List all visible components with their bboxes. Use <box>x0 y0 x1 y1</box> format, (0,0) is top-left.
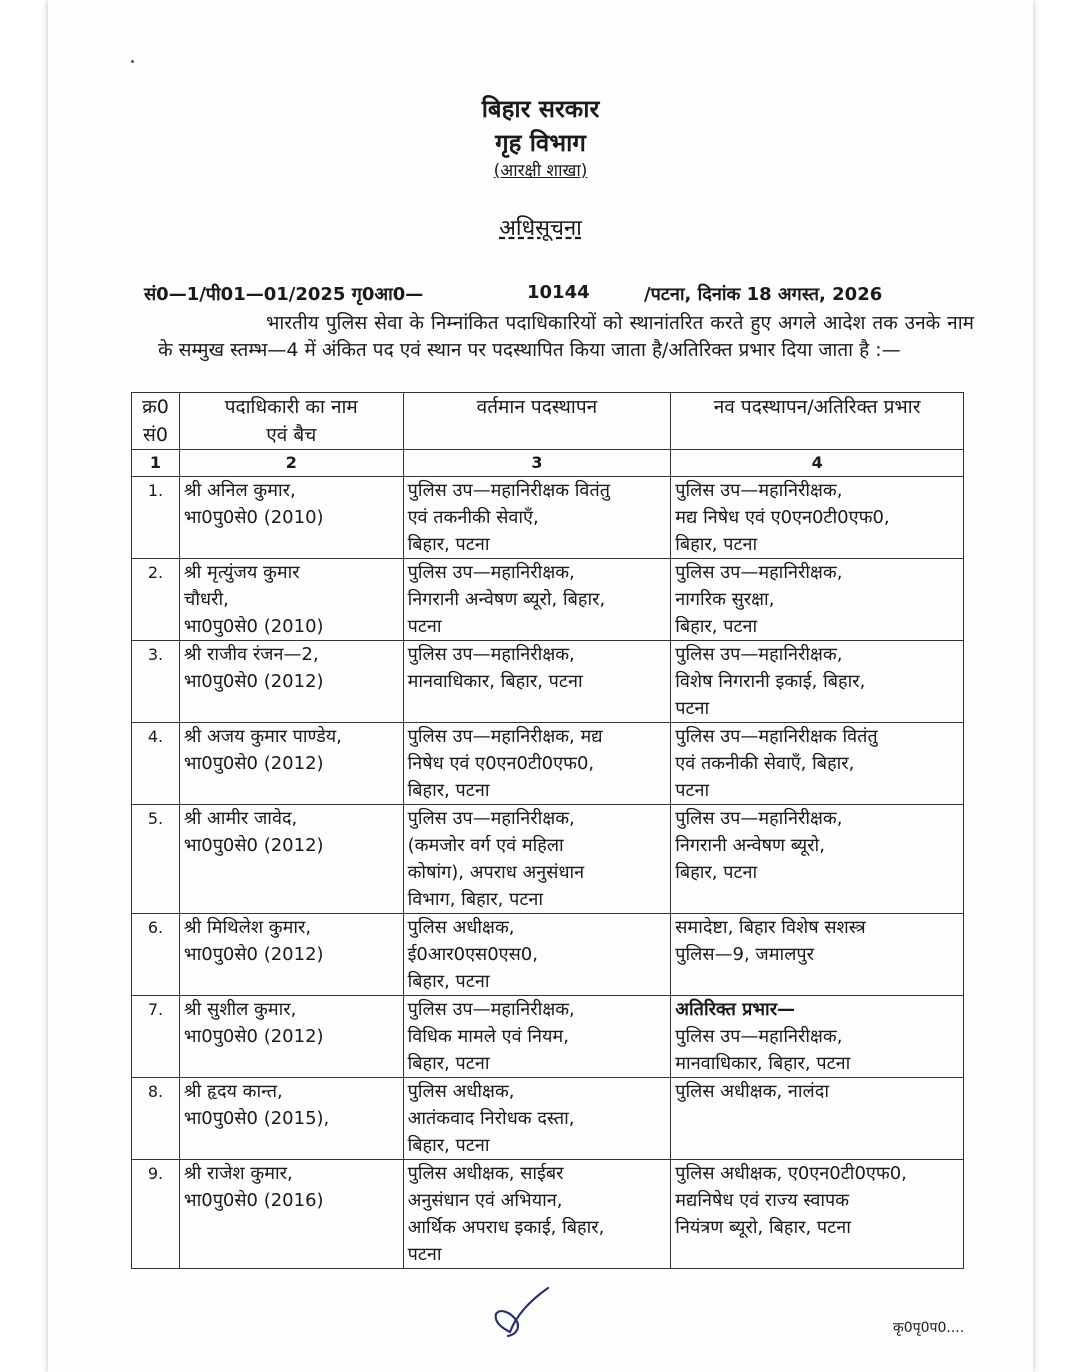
current-posting-line: विभाग, बिहार, पटना <box>407 889 544 910</box>
new-posting-line: मानवाधिकार, बिहार, पटना <box>675 1053 851 1074</box>
table-header-row <box>132 393 964 450</box>
officer-name <box>179 1078 403 1160</box>
officer-name-line: चौधरी, <box>183 589 229 610</box>
serial-number: 6. <box>132 914 180 996</box>
current-posting-line: पुलिस उप—महानिरीक्षक, मद्य <box>407 726 603 747</box>
officer-name-line: भा0पु0से0 (2012) <box>183 944 324 965</box>
current-posting <box>403 641 671 723</box>
current-posting-line: आर्थिक अपराध इकाई, बिहार, <box>407 1217 605 1238</box>
new-posting-line: एवं तकनीकी सेवाएँ, बिहार, <box>675 753 855 774</box>
current-posting <box>403 914 671 996</box>
serial-number: 8. <box>132 1078 180 1160</box>
current-posting-line: पटना <box>407 616 442 637</box>
current-posting-line: कोषांग), अपराध अनुसंधान <box>407 862 585 883</box>
new-posting-line: बिहार, पटना <box>675 862 758 883</box>
header-new-posting: नव पदस्थापन/अतिरिक्त प्रभार <box>671 393 964 450</box>
officer-name-line: भा0पु0से0 (2015), <box>183 1108 330 1129</box>
officer-name <box>179 559 403 641</box>
new-posting <box>671 1160 964 1269</box>
officer-name <box>179 723 403 805</box>
current-posting-line: विधिक मामले एवं नियम, <box>407 1026 569 1047</box>
department-name: गृह विभाग <box>495 129 586 157</box>
continued-note: कृ0पृ0प0.... <box>893 1320 965 1336</box>
officer-name-line: श्री आमीर जावेद, <box>183 808 298 829</box>
new-posting-line: नागरिक सुरक्षा, <box>675 589 775 610</box>
column-number: 2 <box>179 450 403 477</box>
current-posting-line: बिहार, पटना <box>407 534 490 555</box>
current-posting-line: बिहार, पटना <box>407 971 490 992</box>
current-posting-line: पुलिस उप—महानिरीक्षक, <box>407 999 575 1020</box>
table-row <box>132 996 964 1078</box>
officer-name-line: भा0पु0से0 (2012) <box>183 671 324 692</box>
current-posting-line: पुलिस उप—महानिरीक्षक, <box>407 562 575 583</box>
reference-prefix: सं0—1/पी01—01/2025 गृ0आ0— <box>144 284 424 305</box>
table-row <box>132 559 964 641</box>
current-posting-line: अनुसंधान एवं अभियान, <box>407 1190 563 1211</box>
serial-number: 3. <box>132 641 180 723</box>
officer-name <box>179 996 403 1078</box>
table-row <box>132 914 964 996</box>
officer-name-line: भा0पु0से0 (2010) <box>183 507 324 528</box>
current-posting <box>403 996 671 1078</box>
current-posting-line: एवं तकनीकी सेवाएँ, <box>407 507 539 528</box>
officer-name-line: भा0पु0से0 (2012) <box>183 1026 324 1047</box>
new-posting-line: मद्यनिषेध एवं राज्य स्वापक <box>675 1190 850 1211</box>
new-posting-line: बिहार, पटना <box>675 616 758 637</box>
serial-number: 2. <box>132 559 180 641</box>
current-posting-line: पुलिस उप—महानिरीक्षक, <box>407 644 575 665</box>
new-posting-line: पुलिस अधीक्षक, ए0एन0टी0एफ0, <box>675 1163 907 1184</box>
officer-name-line: भा0पु0से0 (2016) <box>183 1190 324 1211</box>
officer-name-line: श्री अजय कुमार पाण्डेय, <box>183 726 342 747</box>
new-posting-line: नियंत्रण ब्यूरो, बिहार, पटना <box>675 1217 851 1238</box>
officer-name <box>179 805 403 914</box>
intro-paragraph: भारतीय पुलिस सेवा के निम्नांकित पदाधिकारियों को स्थानांतरित करते हुए अगले आदेश तक उनके नाम के सम्मुख स्तम्भ—4 में अंकित पद एवं स्थान पर पदस्थापित किया जाता है/अतिरिक्त प्रभार दिया जाता है :— <box>158 312 974 361</box>
notification-title: अधिसूचना <box>499 216 582 241</box>
new-posting-line: पुलिस उप—महानिरीक्षक, <box>675 480 843 501</box>
current-posting-line: बिहार, पटना <box>407 780 490 801</box>
current-posting-line: पुलिस उप—महानिरीक्षक, <box>407 808 575 829</box>
current-posting <box>403 477 671 559</box>
officer-name-line: भा0पु0से0 (2012) <box>183 753 324 774</box>
officer-name-line: श्री मृत्युंजय कुमार <box>183 562 300 583</box>
column-number: 1 <box>132 450 180 477</box>
table-row <box>132 641 964 723</box>
table-row <box>132 1078 964 1160</box>
header-officer-name: पदाधिकारी का नाम एवं बैच <box>179 393 403 450</box>
new-posting <box>671 1078 964 1160</box>
officer-name <box>179 477 403 559</box>
current-posting-line: मानवाधिकार, बिहार, पटना <box>407 671 583 692</box>
officer-name-line: भा0पु0से0 (2010) <box>183 616 324 637</box>
current-posting <box>403 1078 671 1160</box>
new-posting-line: पुलिस उप—महानिरीक्षक, <box>675 562 843 583</box>
table-row <box>132 477 964 559</box>
officer-name-line: श्री सुशील कुमार, <box>183 999 297 1020</box>
new-posting-line: विशेष निगरानी इकाई, बिहार, <box>675 671 866 692</box>
serial-number: 9. <box>132 1160 180 1269</box>
new-posting-line: समादेष्टा, बिहार विशेष सशस्त्र <box>675 917 866 938</box>
new-posting-line: पटना <box>675 780 710 801</box>
branch-name: (आरक्षी शाखा) <box>493 161 588 181</box>
serial-number: 1. <box>132 477 180 559</box>
current-posting-line: बिहार, पटना <box>407 1053 490 1074</box>
officer-name-line: श्री राजेश कुमार, <box>183 1163 293 1184</box>
column-number-row <box>132 450 964 477</box>
govt-name: बिहार सरकार <box>481 95 600 123</box>
header-current-posting: वर्तमान पदस्थापन <box>403 393 671 450</box>
current-posting-line: ई0आर0एस0एस0, <box>407 944 538 965</box>
current-posting-line: पुलिस उप—महानिरीक्षक वितंतु <box>407 480 610 501</box>
new-posting-line: पुलिस उप—महानिरीक्षक, <box>675 644 843 665</box>
officer-name-line: श्री मिथिलेश कुमार, <box>183 917 312 938</box>
new-posting <box>671 477 964 559</box>
column-number: 3 <box>403 450 671 477</box>
current-posting <box>403 723 671 805</box>
current-posting-line: (कमजोर वर्ग एवं महिला <box>407 835 564 856</box>
current-posting-line: पुलिस अधीक्षक, <box>407 917 515 938</box>
column-number: 4 <box>671 450 964 477</box>
new-posting <box>671 805 964 914</box>
signature-mark <box>488 1282 558 1342</box>
new-posting-line: निगरानी अन्वेषण ब्यूरो, <box>675 835 825 856</box>
new-posting-line: मद्य निषेध एवं ए0एन0टी0एफ0, <box>675 507 890 528</box>
current-posting-line: आतंकवाद निरोधक दस्ता, <box>407 1108 575 1129</box>
new-posting-line: बिहार, पटना <box>675 534 758 555</box>
reference-place-date: /पटना, दिनांक 18 अगस्त, 2026 <box>644 284 883 305</box>
reference-number: 10144 <box>527 282 590 303</box>
table-row <box>132 1160 964 1269</box>
new-posting <box>671 914 964 996</box>
officer-name-line: भा0पु0से0 (2012) <box>183 835 324 856</box>
officer-name-line: श्री राजीव रंजन—2, <box>183 644 319 665</box>
current-posting-line: निगरानी अन्वेषण ब्यूरो, बिहार, <box>407 589 606 610</box>
current-posting <box>403 559 671 641</box>
serial-number: 7. <box>132 996 180 1078</box>
header-serial: क्र0 सं0 <box>132 393 180 450</box>
current-posting-line: पुलिस अधीक्षक, <box>407 1081 515 1102</box>
scan-speck <box>131 60 134 63</box>
current-posting-line: निषेध एवं ए0एन0टी0एफ0, <box>407 753 595 774</box>
officer-name <box>179 1160 403 1269</box>
posting-table <box>131 392 964 1269</box>
serial-number: 5. <box>132 805 180 914</box>
current-posting-line: पटना <box>407 1244 442 1265</box>
current-posting-line: बिहार, पटना <box>407 1135 490 1156</box>
officer-name-line: श्री हृदय कान्त, <box>183 1081 283 1102</box>
officer-name-line: श्री अनिल कुमार, <box>183 480 296 501</box>
current-posting <box>403 1160 671 1269</box>
new-posting <box>671 723 964 805</box>
new-posting <box>671 559 964 641</box>
document-page <box>48 0 1033 1372</box>
new-posting-line: पुलिस उप—महानिरीक्षक, <box>675 1026 843 1047</box>
new-posting <box>671 641 964 723</box>
officer-name <box>179 914 403 996</box>
new-posting-line: पुलिस अधीक्षक, नालंदा <box>675 1081 829 1102</box>
current-posting <box>403 805 671 914</box>
new-posting <box>671 996 964 1078</box>
current-posting-line: पुलिस अधीक्षक, साईबर <box>407 1163 564 1184</box>
officer-name <box>179 641 403 723</box>
table-row <box>132 723 964 805</box>
new-posting-line: पटना <box>675 698 710 719</box>
new-posting-line: पुलिस उप—महानिरीक्षक, <box>675 808 843 829</box>
new-posting-line: पुलिस—9, जमालपुर <box>675 944 814 965</box>
table-row <box>132 805 964 914</box>
serial-number: 4. <box>132 723 180 805</box>
additional-charge-label: अतिरिक्त प्रभार— <box>675 999 796 1020</box>
new-posting-line: पुलिस उप—महानिरीक्षक वितंतु <box>675 726 878 747</box>
table-body <box>132 477 964 1269</box>
